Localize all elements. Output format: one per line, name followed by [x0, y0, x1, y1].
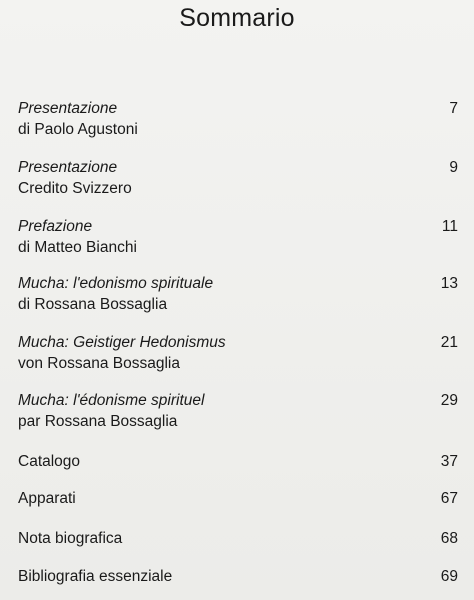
toc-entry [18, 390, 458, 432]
entry-page-number: 68 [440, 530, 458, 547]
entry-page-number: 13 [440, 275, 458, 292]
toc-entry [18, 332, 458, 374]
entry-page-number: 29 [440, 392, 458, 409]
toc-entry [18, 216, 458, 258]
entry-author: par Rossana Bossaglia [18, 413, 178, 430]
entry-author: di Rossana Bossaglia [18, 296, 168, 313]
entry-page-number: 21 [440, 334, 458, 351]
toc-entry [18, 566, 458, 587]
entry-author: Credito Svizzero [18, 180, 132, 197]
entry-title: Mucha: l'édonisme spirituel [18, 392, 205, 409]
toc-entry [18, 98, 458, 140]
entry-title: Presentazione [18, 159, 118, 176]
entry-page-number: 9 [449, 159, 458, 176]
entry-author: di Paolo Agustoni [18, 121, 138, 138]
page-title: Sommario [179, 4, 295, 32]
entry-title: Nota biografica [18, 530, 123, 547]
entry-title: Catalogo [18, 453, 81, 470]
entry-title: Mucha: Geistiger Hedonismus [18, 334, 226, 351]
entry-author: di Matteo Bianchi [18, 239, 137, 256]
entry-page-number: 37 [440, 453, 458, 470]
entry-title: Apparati [18, 490, 76, 507]
entry-page-number: 69 [440, 568, 458, 585]
toc-entry [18, 451, 458, 472]
toc-entry [18, 157, 458, 199]
entry-page-number: 7 [449, 100, 458, 117]
entry-title: Prefazione [18, 218, 93, 235]
toc-entry [18, 488, 458, 509]
toc-entry [18, 273, 458, 315]
entry-author: von Rossana Bossaglia [18, 355, 180, 372]
entry-title: Presentazione [18, 100, 118, 117]
toc-entry [18, 528, 458, 549]
entry-page-number: 67 [440, 490, 458, 507]
entry-title: Bibliografia essenziale [18, 568, 173, 585]
entry-page-number: 11 [441, 218, 458, 235]
entry-title: Mucha: l'edonismo spirituale [18, 275, 214, 292]
